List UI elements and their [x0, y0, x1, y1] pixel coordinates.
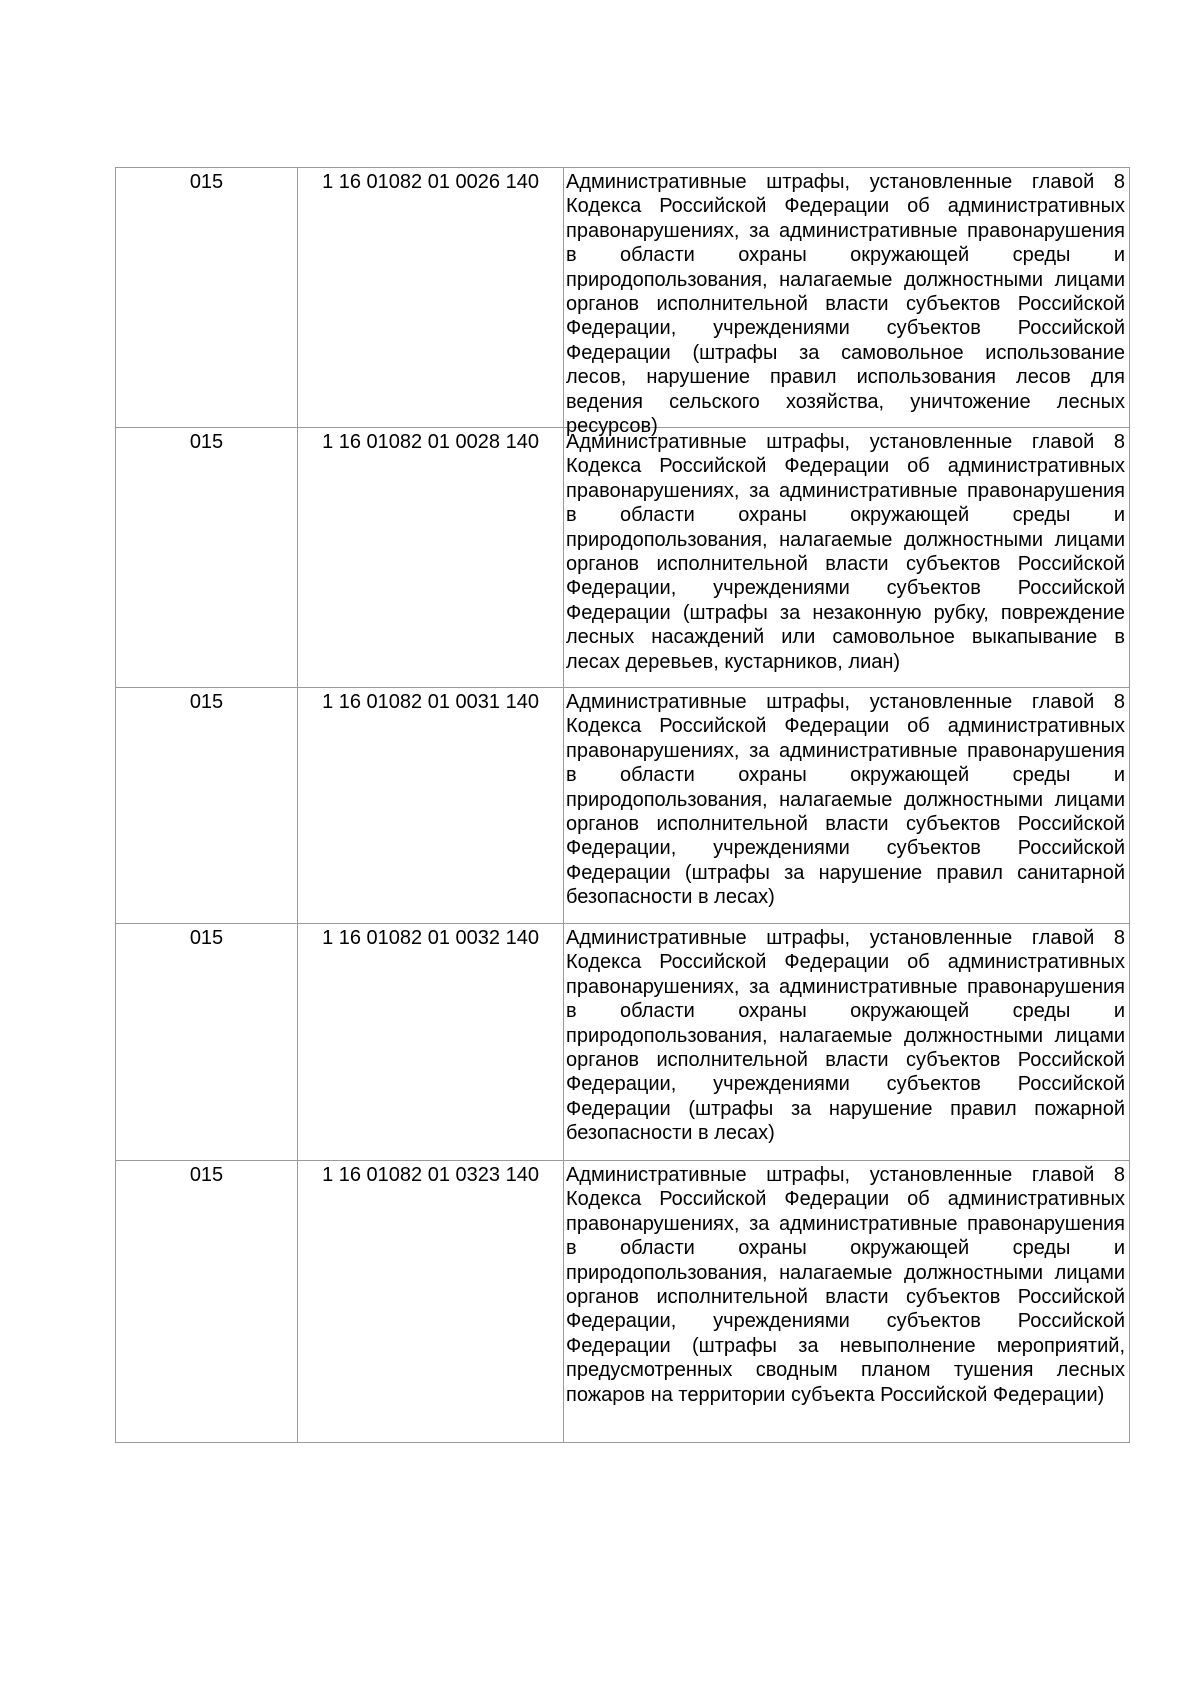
- income-name-cell: [564, 688, 1130, 923]
- admin-code-cell: 015: [116, 688, 298, 923]
- income-name-cell: [564, 924, 1130, 1160]
- kbk-code-cell: 1 16 01082 01 0031 140: [298, 688, 564, 923]
- admin-code-cell: 015: [116, 1161, 298, 1442]
- table-row: [116, 168, 1130, 438]
- income-name-cell: [564, 1161, 1130, 1442]
- table-row: [116, 688, 1130, 924]
- table-row: [116, 1161, 1130, 1443]
- kbk-code-cell: 1 16 01082 01 0026 140: [298, 168, 564, 427]
- kbk-code-cell: 1 16 01082 01 0032 140: [298, 924, 564, 1160]
- admin-code-cell: 015: [116, 168, 298, 427]
- income-name-text: Административные штрафы, установленные главой 8 Кодекса Российской Федерации об административных правонарушениях, за административные правонарушения в области охраны окружающей среды и природопользования, налагаемые должностными лицами органов исполнительной власти субъектов Российской Федерации, учреждениями субъектов Российской Федерации (штрафы за невыполнение мероприятий, предусмотренных сводным планом тушения лесных пожаров на территории субъекта Российской Федерации): [566, 1164, 1125, 1406]
- kbk-code-cell: 1 16 01082 01 0028 140: [298, 428, 564, 687]
- income-name-cell: [564, 428, 1130, 687]
- budget-codes-table: [115, 167, 1130, 1443]
- income-name-cell: [564, 168, 1130, 438]
- income-name-text: Административные штрафы, установленные главой 8 Кодекса Российской Федерации об административных правонарушениях, за административные правонарушения в области охраны окружающей среды и природопользования, налагаемые должностными лицами органов исполнительной власти субъектов Российской Федерации, учреждениями субъектов Российской Федерации (штрафы за нарушение правил санитарной безопасности в лесах): [566, 691, 1125, 909]
- kbk-code-cell: 1 16 01082 01 0323 140: [298, 1161, 564, 1442]
- table-row: [116, 428, 1130, 688]
- admin-code-cell: 015: [116, 924, 298, 1160]
- income-name-text: Административные штрафы, установленные главой 8 Кодекса Российской Федерации об административных правонарушениях, за административные правонарушения в области охраны окружающей среды и природопользования, налагаемые должностными лицами органов исполнительной власти субъектов Российской Федерации, учреждениями субъектов Российской Федерации (штрафы за незаконную рубку, повреждение лесных насаждений или самовольное выкапывание в лесах деревьев, кустарников, лиан): [566, 431, 1125, 673]
- income-name-text: Административные штрафы, установленные главой 8 Кодекса Российской Федерации об административных правонарушениях, за административные правонарушения в области охраны окружающей среды и природопользования, налагаемые должностными лицами органов исполнительной власти субъектов Российской Федерации, учреждениями субъектов Российской Федерации (штрафы за самовольное использование лесов, нарушение правил использования лесов для ведения сельского хозяйства, уничтожение лесных ресурсов): [566, 171, 1125, 438]
- admin-code-cell: 015: [116, 428, 298, 687]
- income-name-text: Административные штрафы, установленные главой 8 Кодекса Российской Федерации об административных правонарушениях, за административные правонарушения в области охраны окружающей среды и природопользования, налагаемые должностными лицами органов исполнительной власти субъектов Российской Федерации, учреждениями субъектов Российской Федерации (штрафы за нарушение правил пожарной безопасности в лесах): [566, 927, 1125, 1145]
- table-row: [116, 924, 1130, 1161]
